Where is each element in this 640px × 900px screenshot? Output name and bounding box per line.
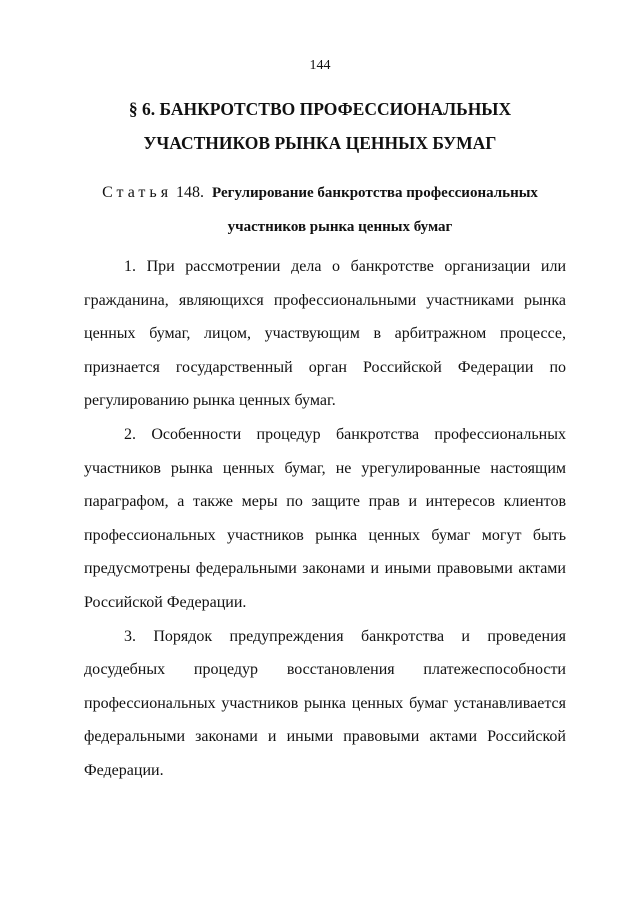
paragraph-2 bbox=[84, 418, 566, 620]
paragraph-1 bbox=[84, 250, 566, 418]
article-body bbox=[84, 250, 566, 788]
paragraph-line: 1. При рассмотрении дела о банкротстве организации или bbox=[124, 258, 566, 275]
paragraph-line: федеральными законами и иными правовыми актами Российской bbox=[84, 728, 566, 746]
paragraph-line: гражданина, являющихся профессиональными участниками рынка bbox=[84, 291, 566, 309]
article-title-line-1: Регулирование банкротства профессиональных bbox=[212, 185, 538, 201]
article-heading bbox=[60, 176, 580, 244]
article-number: 148. bbox=[176, 184, 205, 201]
paragraph-line: признается государственный орган Российской Федерации по bbox=[84, 358, 566, 376]
article-prefix: Статья bbox=[102, 184, 173, 201]
paragraph-line: регулированию рынка ценных бумаг. bbox=[84, 392, 336, 410]
page-number: 144 bbox=[309, 58, 331, 73]
section-title-line-2: УЧАСТНИКОВ РЫНКА ЦЕННЫХ БУМАГ bbox=[143, 133, 497, 153]
paragraph-line: профессиональных участников рынка ценных бумаг устанавливается bbox=[84, 694, 566, 712]
paragraph-line: профессиональных участников рынка ценных бумаг могут быть bbox=[84, 526, 566, 544]
paragraph-line: предусмотрены федеральными законами и иными правовыми актами bbox=[84, 560, 566, 578]
paragraph-line: участников рынка ценных бумаг, не урегулированные настоящим bbox=[84, 459, 566, 477]
paragraph-line: 2. Особенности процедур банкротства профессиональных bbox=[124, 425, 566, 443]
paragraph-3 bbox=[84, 620, 566, 788]
paragraph-line: Российской Федерации. bbox=[84, 593, 247, 611]
section-title-line-1: § 6. БАНКРОТСТВО ПРОФЕССИОНАЛЬНЫХ bbox=[128, 99, 512, 119]
paragraph-line: ценных бумаг, лицом, участвующим в арбитражном процессе, bbox=[84, 325, 566, 343]
section-title bbox=[60, 92, 580, 160]
paragraph-line: параграфом, а также меры по защите прав и интересов клиентов bbox=[84, 493, 566, 511]
paragraph-line: 3. Порядок предупреждения банкротства и проведения bbox=[124, 627, 566, 645]
paragraph-line: Федерации. bbox=[84, 761, 164, 779]
article-title-line-2: участников рынка ценных бумаг bbox=[227, 219, 453, 235]
paragraph-line: досудебных процедур восстановления платежеспособности bbox=[84, 661, 566, 679]
